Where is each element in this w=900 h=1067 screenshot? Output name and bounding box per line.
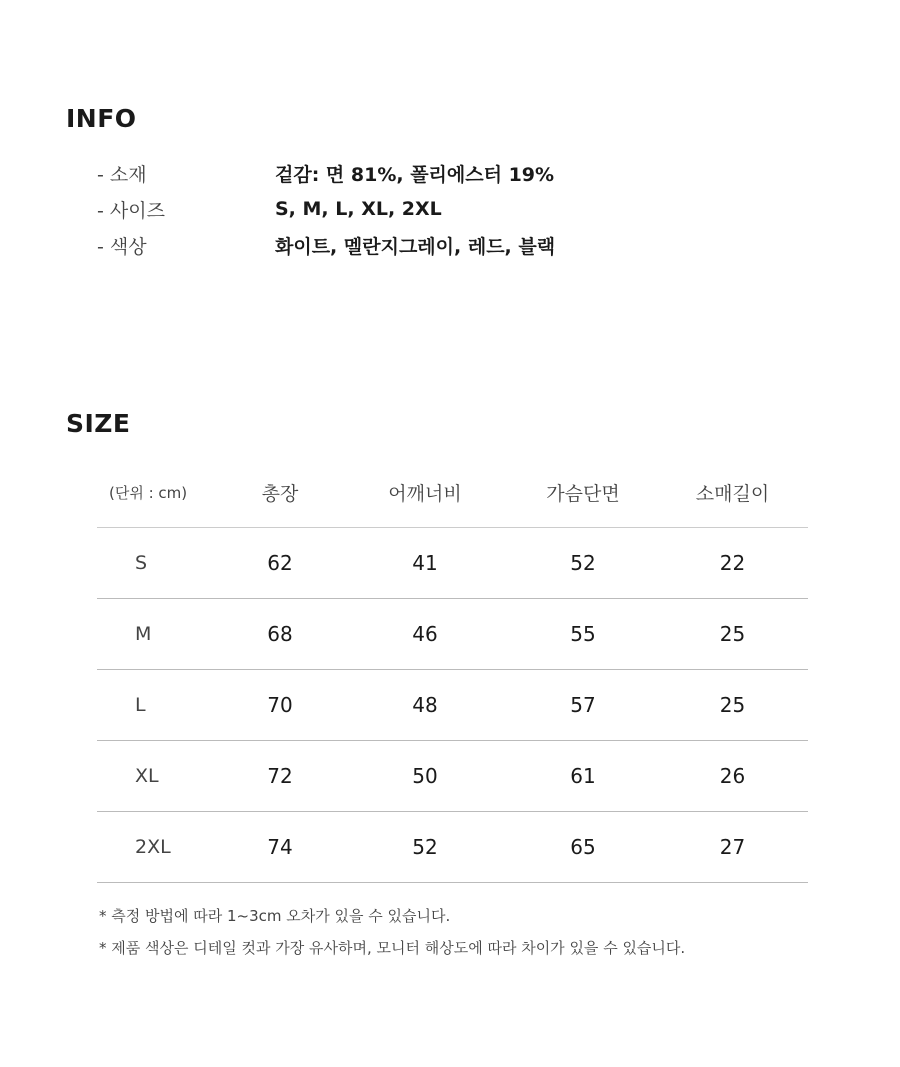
sleeve-header: 소매길이 (657, 458, 808, 528)
table-row (97, 599, 808, 670)
sleeve-cell: 22 (657, 528, 808, 599)
color-note: * 제품 색상은 디테일 컷과 가장 유사하며, 모니터 해상도에 따라 차이가 있을 수 있습니다. (99, 939, 686, 957)
size-cell: XL (97, 741, 219, 812)
size-cell: L (97, 670, 219, 741)
shoulder-cell: 50 (341, 741, 509, 812)
size-cell: M (97, 599, 219, 670)
info-row-material (97, 155, 555, 191)
length-cell: 74 (219, 812, 341, 883)
info-row-color (97, 227, 555, 263)
info-title: INFO (66, 104, 137, 133)
shoulder-cell: 41 (341, 528, 509, 599)
size-cell: 2XL (97, 812, 219, 883)
shoulder-cell: 52 (341, 812, 509, 883)
table-row (97, 812, 808, 883)
size-table (97, 458, 808, 883)
shoulder-cell: 46 (341, 599, 509, 670)
sleeve-cell: 25 (657, 599, 808, 670)
info-value: 겉감: 면 81%, 폴리에스터 19% (275, 163, 555, 186)
size-title: SIZE (66, 409, 131, 438)
measurement-note: * 측정 방법에 따라 1~3cm 오차가 있을 수 있습니다. (99, 907, 451, 925)
length-cell: 72 (219, 741, 341, 812)
chest-header: 가슴단면 (509, 458, 657, 528)
info-value: 화이트, 멜란지그레이, 레드, 블랙 (275, 235, 556, 258)
chest-cell: 61 (509, 741, 657, 812)
info-label: - 소재 (97, 163, 147, 186)
info-row-size (97, 191, 555, 227)
length-header: 총장 (219, 458, 341, 528)
chest-cell: 65 (509, 812, 657, 883)
unit-header: (단위 : cm) (97, 458, 219, 528)
length-cell: 62 (219, 528, 341, 599)
table-row (97, 528, 808, 599)
notes-list (99, 903, 685, 967)
shoulder-header: 어깨너비 (341, 458, 509, 528)
size-table-header-row (97, 458, 808, 528)
sleeve-cell: 27 (657, 812, 808, 883)
size-cell: S (97, 528, 219, 599)
length-cell: 68 (219, 599, 341, 670)
chest-cell: 55 (509, 599, 657, 670)
info-list (97, 155, 555, 263)
info-value: S, M, L, XL, 2XL (275, 198, 442, 220)
table-row (97, 741, 808, 812)
table-row (97, 670, 808, 741)
chest-cell: 57 (509, 670, 657, 741)
sleeve-cell: 26 (657, 741, 808, 812)
sleeve-cell: 25 (657, 670, 808, 741)
shoulder-cell: 48 (341, 670, 509, 741)
chest-cell: 52 (509, 528, 657, 599)
info-label: - 색상 (97, 235, 147, 258)
info-label: - 사이즈 (97, 199, 165, 222)
length-cell: 70 (219, 670, 341, 741)
